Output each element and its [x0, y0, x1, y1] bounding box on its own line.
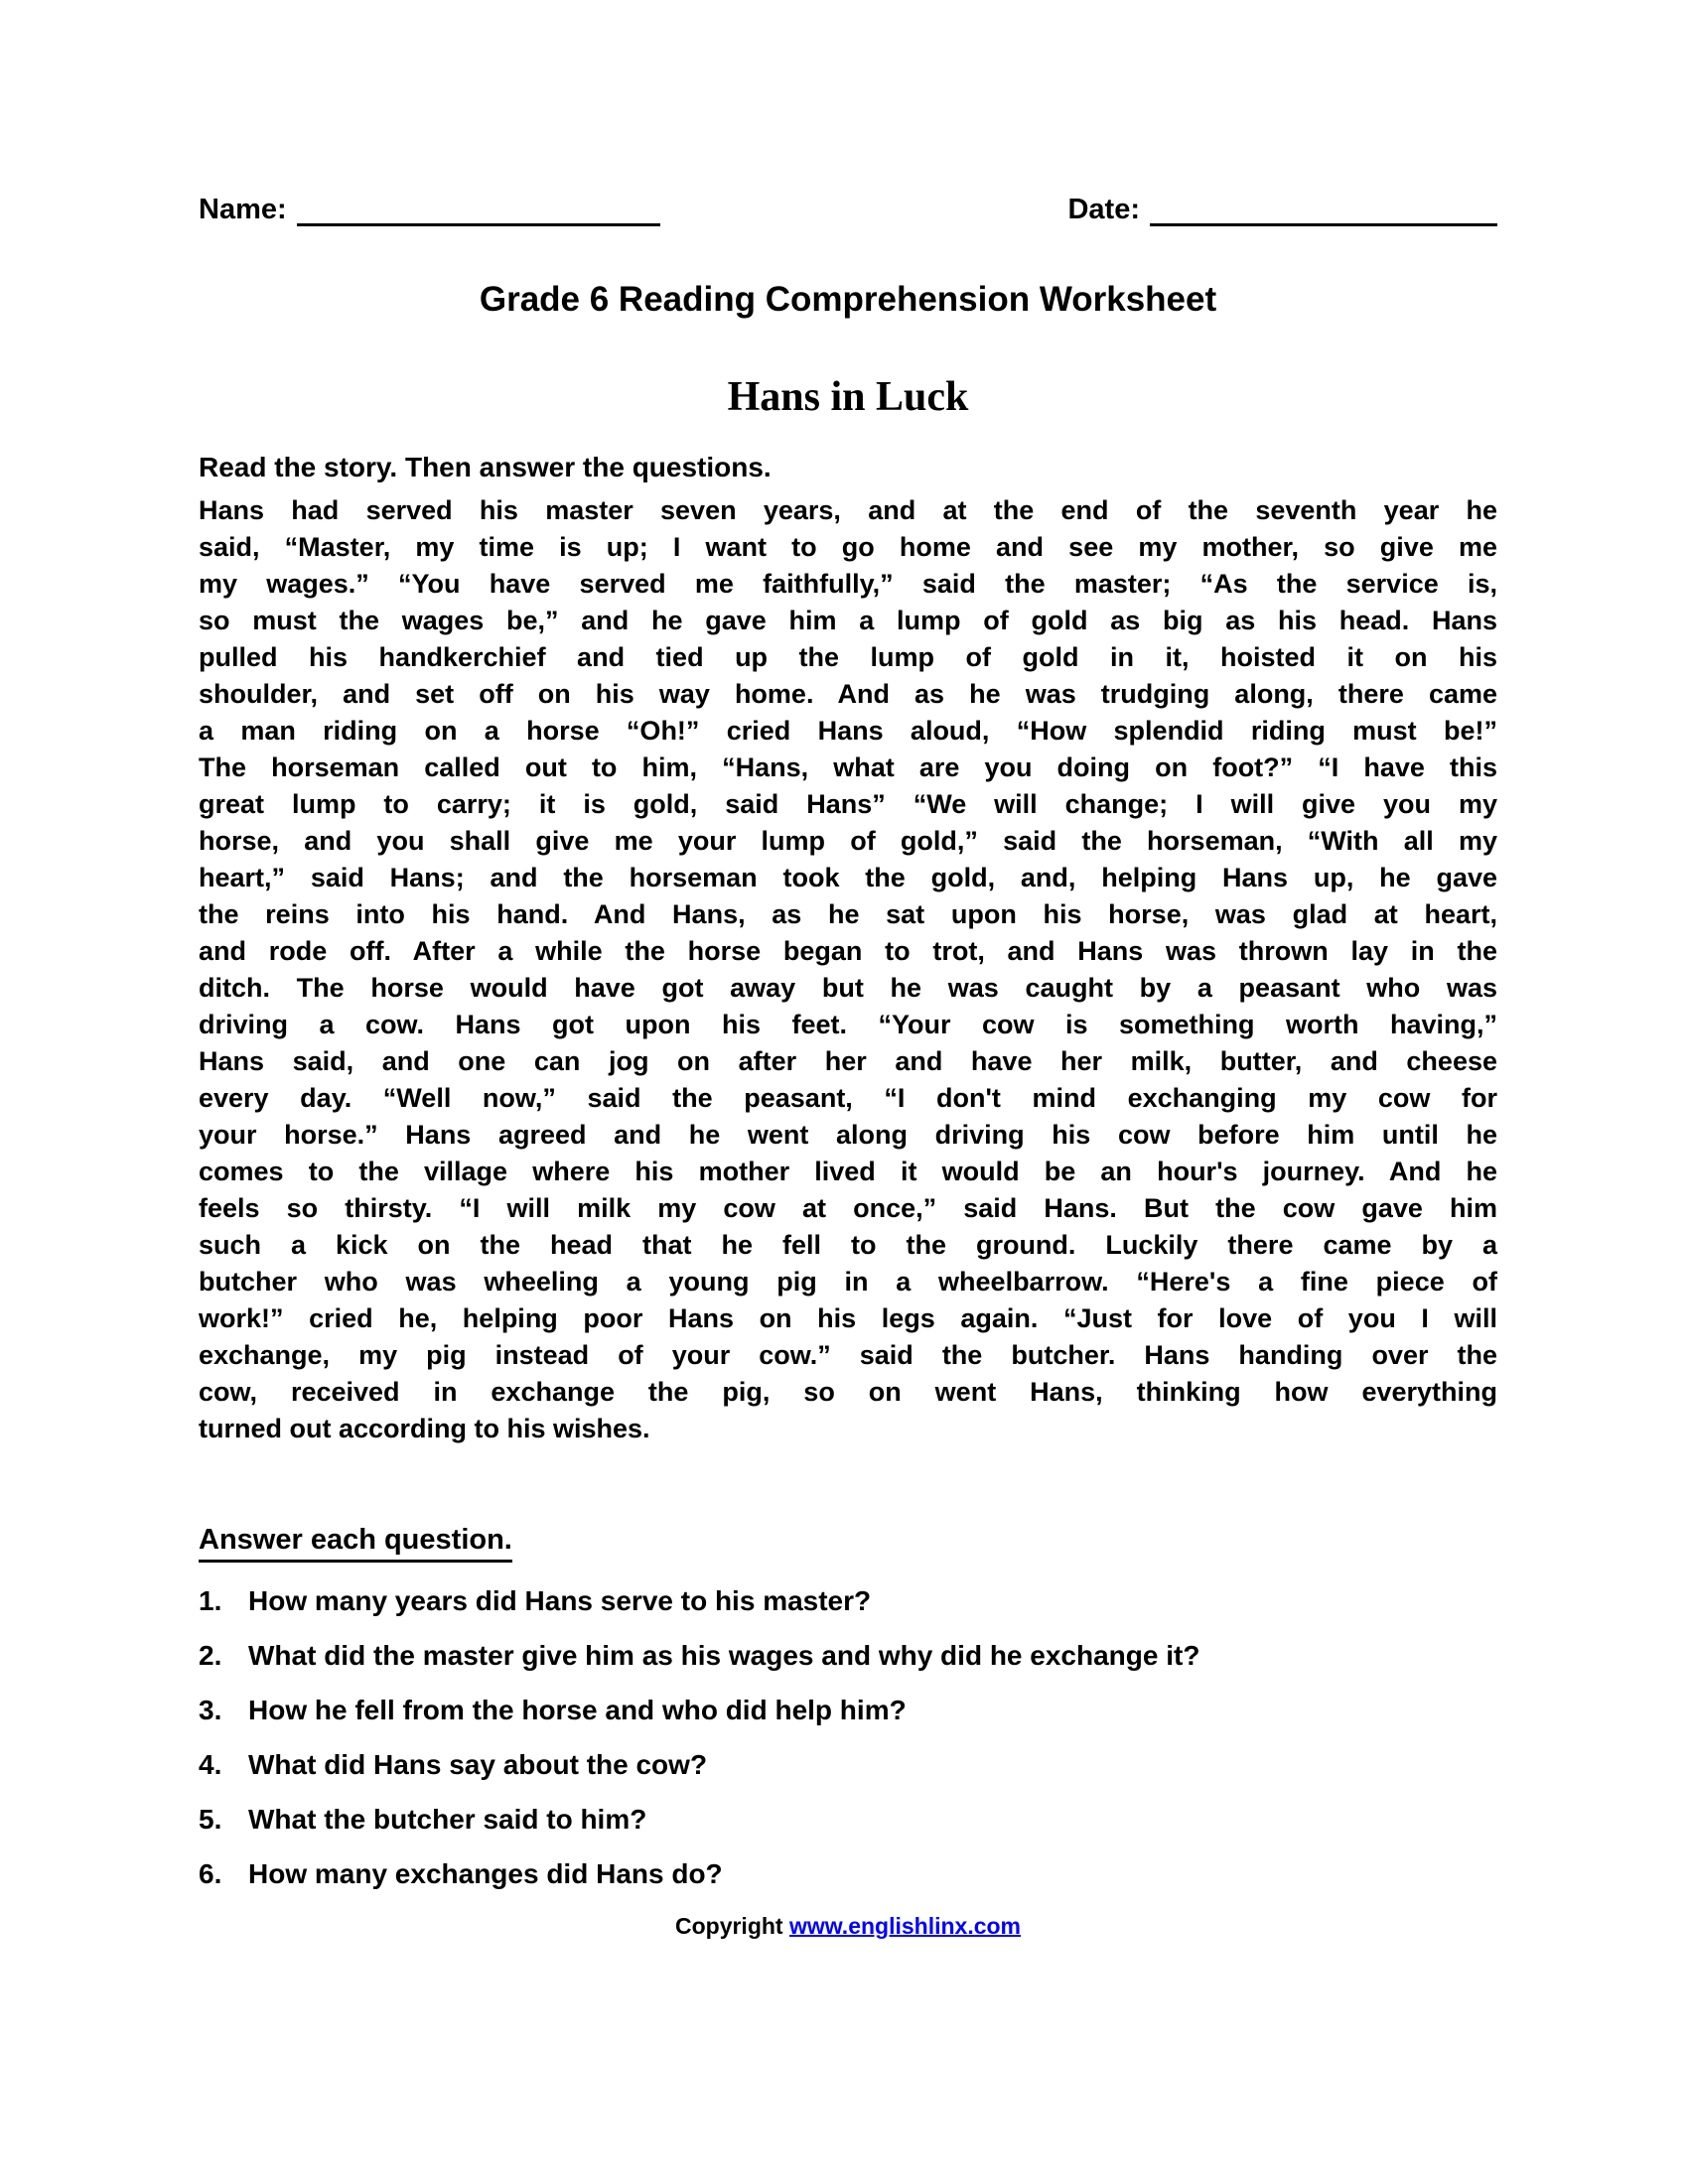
- question-number: 5.: [199, 1804, 222, 1835]
- story-line: The horseman called out to him, “Hans, what are you doing on foot?” “I have this: [199, 752, 1497, 782]
- copyright-link[interactable]: www.englishlinx.com: [788, 1913, 1022, 1939]
- story-line: comes to the village where his mother lived it would be an hour's journey. And he: [199, 1157, 1497, 1186]
- story-line: and rode off. After a while the horse began to trot, and Hans was thrown lay in the: [199, 936, 1497, 966]
- question-number: 1.: [199, 1585, 222, 1616]
- story-line: shoulder, and set off on his way home. And as he was trudging along, there came: [199, 679, 1497, 709]
- question-text: What did Hans say about the cow?: [248, 1749, 708, 1780]
- story-text: [199, 492, 1497, 1447]
- story-line: a man riding on a horse “Oh!” cried Hans aloud, “How splendid riding must be!”: [199, 716, 1497, 746]
- story-line: ditch. The horse would have got away but he was caught by a peasant who was: [199, 973, 1497, 1003]
- story-line: my wages.” “You have served me faithfully,” said the master; “As the service is,: [199, 569, 1497, 599]
- date-label: Date:: [1067, 194, 1140, 225]
- date-blank[interactable]: [1150, 192, 1497, 226]
- answer-heading: Answer each question.: [199, 1523, 1497, 1563]
- question-item: [199, 1748, 1497, 1782]
- question-number: 3.: [199, 1695, 222, 1725]
- name-label: Name:: [199, 194, 287, 225]
- story-line: exchange, my pig instead of your cow.” said the butcher. Hans handing over the: [199, 1340, 1497, 1370]
- story-line: pulled his handkerchief and tied up the lump of gold in it, hoisted it on his: [199, 642, 1497, 672]
- story-line: heart,” said Hans; and the horseman took the gold, and, helping Hans up, he gave: [199, 863, 1497, 892]
- question-number: 6.: [199, 1858, 222, 1889]
- story-line: work!” cried he, helping poor Hans on his legs again. “Just for love of you I will: [199, 1303, 1497, 1333]
- instructions-text: Read the story. Then answer the questions.: [199, 452, 772, 482]
- question-text: How he fell from the horse and who did help him?: [248, 1695, 907, 1725]
- name-blank[interactable]: [297, 192, 660, 226]
- copyright-line: [199, 1912, 1497, 1940]
- question-text: What the butcher said to him?: [248, 1804, 647, 1835]
- question-text: How many years did Hans serve to his master?: [248, 1585, 872, 1616]
- story-line: cow, received in exchange the pig, so on went Hans, thinking how everything: [199, 1377, 1497, 1407]
- question-item: [199, 1639, 1497, 1673]
- story-line: every day. “Well now,” said the peasant, “I don't mind exchanging my cow for: [199, 1083, 1497, 1113]
- worksheet-title: Grade 6 Reading Comprehension Worksheet: [479, 280, 1217, 319]
- story-line: so must the wages be,” and he gave him a lump of gold as big as his head. Hans: [199, 606, 1497, 635]
- story-line: your horse.” Hans agreed and he went along driving his cow before him until he: [199, 1120, 1497, 1150]
- story-line: the reins into his hand. And Hans, as he sat upon his horse, was glad at heart,: [199, 899, 1497, 929]
- story-title: Hans in Luck: [727, 374, 969, 420]
- question-number: 4.: [199, 1749, 222, 1780]
- question-number: 2.: [199, 1640, 222, 1671]
- date-field: [1067, 192, 1497, 226]
- story-line: butcher who was wheeling a young pig in a wheelbarrow. “Here's a fine piece of: [199, 1267, 1497, 1297]
- story-line: Hans said, and one can jog on after her and have her milk, butter, and cheese: [199, 1046, 1497, 1076]
- story-line: said, “Master, my time is up; I want to go home and see my mother, so give me: [199, 532, 1497, 562]
- story-line: turned out according to his wishes.: [199, 1414, 650, 1443]
- questions-list: [199, 1584, 1497, 1891]
- story-line: great lump to carry; it is gold, said Hans” “We will change; I will give you my: [199, 789, 1497, 819]
- question-item: [199, 1694, 1497, 1727]
- question-item: [199, 1857, 1497, 1891]
- question-item: [199, 1803, 1497, 1837]
- question-text: How many exchanges did Hans do?: [248, 1858, 723, 1889]
- story-line: feels so thirsty. “I will milk my cow at once,” said Hans. But the cow gave him: [199, 1193, 1497, 1223]
- name-field: [199, 192, 660, 226]
- story-line: Hans had served his master seven years, and at the end of the seventh year he: [199, 495, 1497, 525]
- header-row: [199, 192, 1497, 226]
- question-text: What did the master give him as his wages and why did he exchange it?: [248, 1640, 1200, 1671]
- question-item: [199, 1584, 1497, 1618]
- story-line: driving a cow. Hans got upon his feet. “Your cow is something worth having,”: [199, 1010, 1497, 1039]
- copyright-text: Copyright: [674, 1913, 789, 1939]
- story-line: horse, and you shall give me your lump of gold,” said the horseman, “With all my: [199, 826, 1497, 856]
- story-line: such a kick on the head that he fell to the ground. Luckily there came by a: [199, 1230, 1497, 1260]
